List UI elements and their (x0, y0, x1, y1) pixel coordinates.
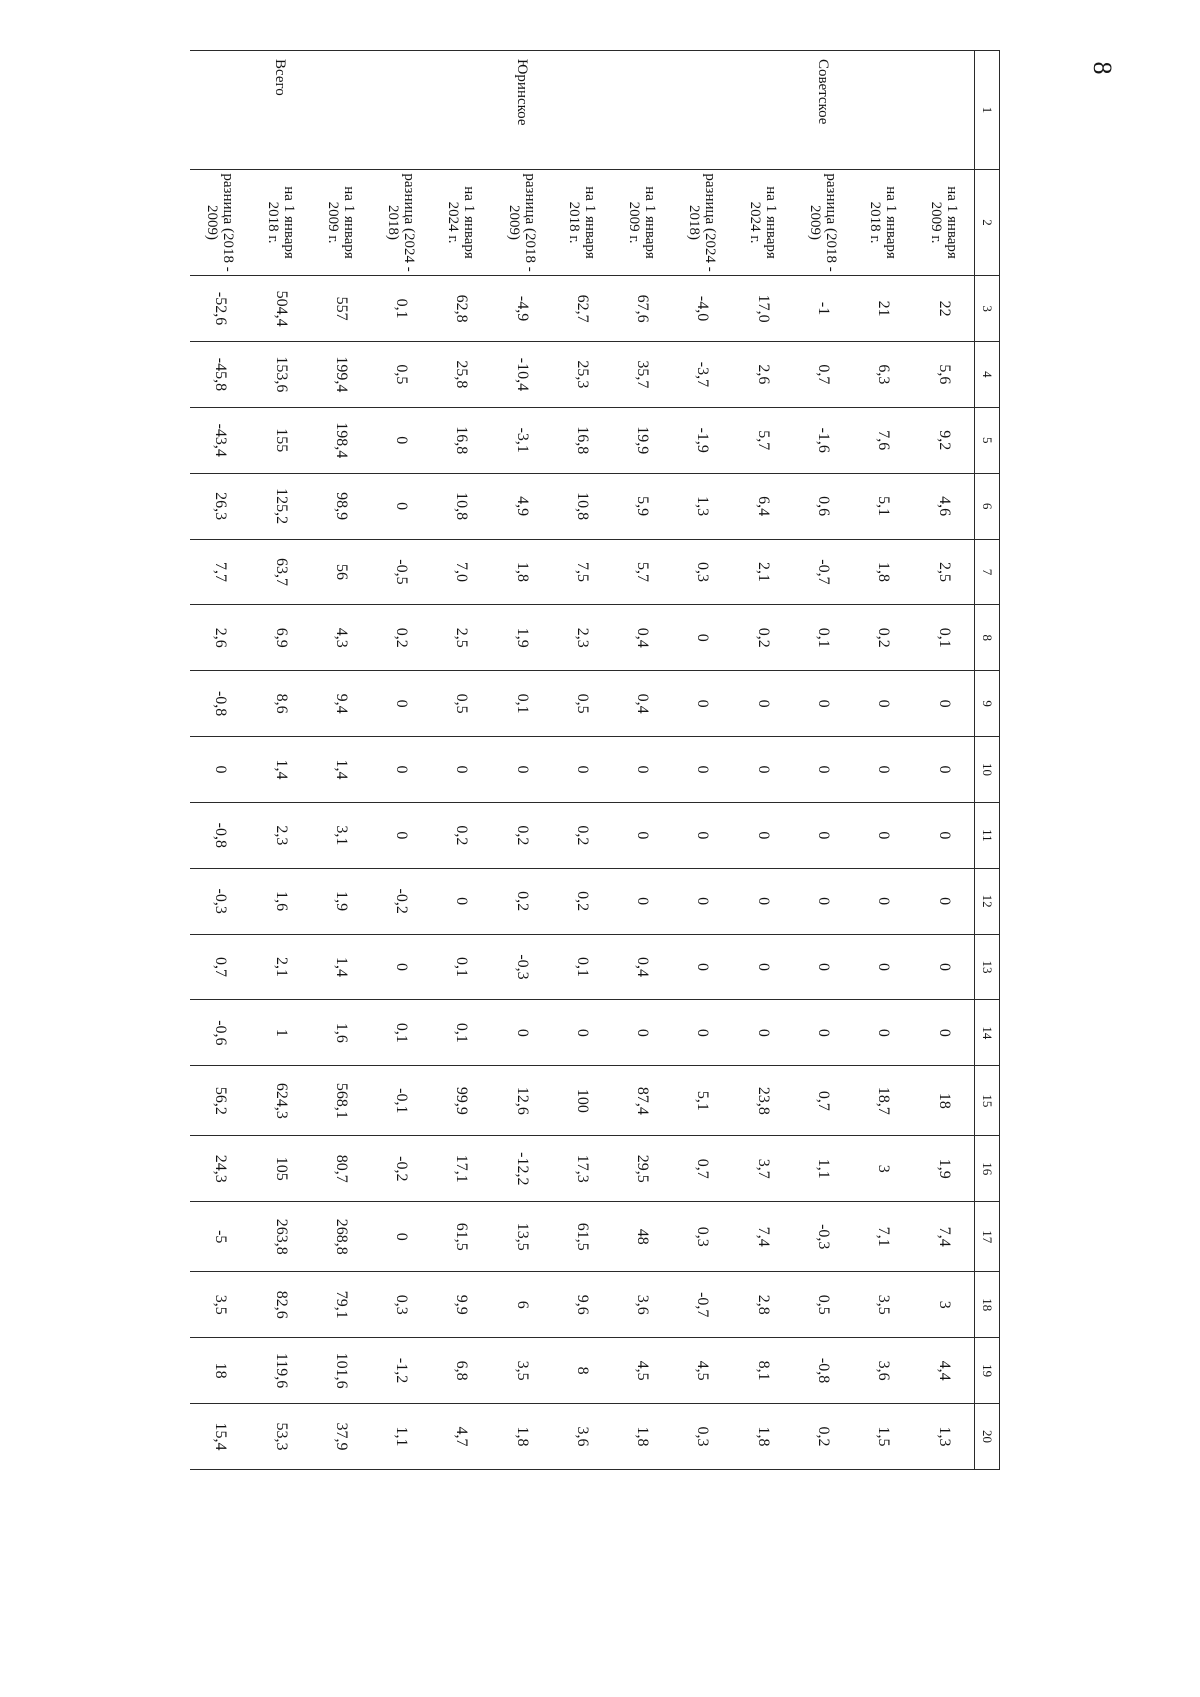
table-cell: -3,1 (491, 407, 551, 473)
table-cell: 0 (793, 1000, 853, 1066)
table-cell: -0,3 (190, 868, 250, 934)
column-number-2: 2 (975, 169, 1000, 275)
column-number-18: 18 (975, 1272, 1000, 1338)
table-cell: 1,6 (250, 868, 310, 934)
table-cell: -0,1 (371, 1066, 431, 1136)
column-number-15: 15 (975, 1066, 1000, 1136)
table-cell: 16,8 (552, 407, 612, 473)
table-cell: 18 (190, 1338, 250, 1404)
table-cell: 0,5 (552, 671, 612, 737)
table-cell: 0 (793, 671, 853, 737)
table-cell: 56 (311, 539, 371, 605)
table-cell: 1,4 (311, 934, 371, 1000)
table-cell: 0 (190, 737, 250, 803)
row-label: на 1 января 2009 г. (311, 169, 371, 275)
table-cell: -0,8 (190, 671, 250, 737)
table-cell: 2,1 (250, 934, 310, 1000)
table-cell: 0,2 (491, 802, 551, 868)
table-cell: 268,8 (311, 1202, 371, 1272)
table-cell: 153,6 (250, 342, 310, 408)
row-label: на 1 января 2018 г. (853, 169, 913, 275)
table-cell: 7,5 (552, 539, 612, 605)
table-cell: 7,0 (431, 539, 491, 605)
table-cell: 0 (612, 802, 672, 868)
table-cell: 0 (913, 868, 974, 934)
table-cell: 0,5 (431, 671, 491, 737)
table-cell: 61,5 (552, 1202, 612, 1272)
rotated-table-container (190, 50, 1000, 1470)
column-number-10: 10 (975, 737, 1000, 803)
table-cell: 0 (552, 1000, 612, 1066)
table-cell: 0 (491, 737, 551, 803)
settlement-name: Всего (190, 51, 371, 170)
table-cell: 0,1 (913, 605, 974, 671)
table-cell: -1,2 (371, 1338, 431, 1404)
table-cell: 0 (733, 868, 793, 934)
table-cell: 29,5 (612, 1136, 672, 1202)
table-cell: 0 (733, 1000, 793, 1066)
table-cell: 3 (853, 1136, 913, 1202)
table-body (190, 51, 975, 1470)
table-cell: 4,5 (612, 1338, 672, 1404)
row-label: на 1 января 2018 г. (552, 169, 612, 275)
table-cell: 21 (853, 276, 913, 342)
table-cell: 0 (853, 802, 913, 868)
table-cell: 0 (552, 737, 612, 803)
table-cell: 23,8 (733, 1066, 793, 1136)
table-cell: 3,6 (612, 1272, 672, 1338)
column-number-5: 5 (975, 407, 1000, 473)
table-cell: 0 (371, 407, 431, 473)
table-cell: 0 (672, 737, 732, 803)
table-cell: 2,6 (190, 605, 250, 671)
table-cell: 0,2 (431, 802, 491, 868)
settlement-name: Советское (672, 51, 974, 170)
table-cell: -52,6 (190, 276, 250, 342)
table-cell: 0,2 (371, 605, 431, 671)
column-number-12: 12 (975, 868, 1000, 934)
column-number-7: 7 (975, 539, 1000, 605)
table-cell: 15,4 (190, 1404, 250, 1470)
table-cell: 7,7 (190, 539, 250, 605)
table-cell: 0,7 (793, 342, 853, 408)
table-cell: 0 (733, 671, 793, 737)
table-cell: 8,1 (733, 1338, 793, 1404)
table-cell: 1,1 (793, 1136, 853, 1202)
table-cell: 56,2 (190, 1066, 250, 1136)
table-cell: 0 (672, 802, 732, 868)
table-cell: 0 (371, 1202, 431, 1272)
settlement-name: Юринское (371, 51, 672, 170)
row-label: разница (2018 - 2009) (793, 169, 853, 275)
table-cell: -10,4 (491, 342, 551, 408)
table-cell: 0 (733, 802, 793, 868)
table-cell: 557 (311, 276, 371, 342)
table-cell: 0 (913, 737, 974, 803)
table-row (552, 51, 612, 1470)
table-cell: 1,9 (311, 868, 371, 934)
table-cell: 61,5 (431, 1202, 491, 1272)
table-cell: 7,4 (733, 1202, 793, 1272)
table-cell: 1,8 (491, 1404, 551, 1470)
row-label: на 1 января 2024 г. (733, 169, 793, 275)
table-cell: -1,6 (793, 407, 853, 473)
table-cell: 0,3 (672, 539, 732, 605)
table-cell: 0 (853, 671, 913, 737)
table-row (913, 51, 974, 1470)
table-cell: 53,3 (250, 1404, 310, 1470)
table-cell: 25,3 (552, 342, 612, 408)
table-cell: 3,6 (552, 1404, 612, 1470)
column-number-16: 16 (975, 1136, 1000, 1202)
table-cell: 504,4 (250, 276, 310, 342)
table-cell: 79,1 (311, 1272, 371, 1338)
table-cell: 3,5 (491, 1338, 551, 1404)
table-cell: 0 (612, 1000, 672, 1066)
row-label: на 1 января 2018 г. (250, 169, 310, 275)
table-cell: 0 (793, 868, 853, 934)
table-cell: 0 (491, 1000, 551, 1066)
table-cell: 0,1 (431, 934, 491, 1000)
page-number: 8 (1088, 61, 1117, 75)
table-cell: 2,6 (733, 342, 793, 408)
table-cell: 5,6 (913, 342, 974, 408)
table-row (853, 51, 913, 1470)
table-cell: 105 (250, 1136, 310, 1202)
table-cell: 5,1 (672, 1066, 732, 1136)
table-cell: 0 (672, 934, 732, 1000)
table-cell: 0,6 (793, 473, 853, 539)
column-number-3: 3 (975, 276, 1000, 342)
table-cell: 0 (612, 868, 672, 934)
table-cell: 568,1 (311, 1066, 371, 1136)
table-cell: 0 (793, 737, 853, 803)
table-cell: 0,1 (431, 1000, 491, 1066)
table-cell: 67,6 (612, 276, 672, 342)
table-cell: -3,7 (672, 342, 732, 408)
table-cell: 0,2 (793, 1404, 853, 1470)
table-cell: 9,4 (311, 671, 371, 737)
table-cell: 125,2 (250, 473, 310, 539)
column-number-8: 8 (975, 605, 1000, 671)
table-cell: 2,1 (733, 539, 793, 605)
table-cell: -0,3 (793, 1202, 853, 1272)
table-cell: 0,5 (793, 1272, 853, 1338)
table-cell: 6 (491, 1272, 551, 1338)
row-label: на 1 января 2024 г. (431, 169, 491, 275)
table-cell: 0,3 (672, 1202, 732, 1272)
table-cell: 0,2 (853, 605, 913, 671)
table-cell: 3,6 (853, 1338, 913, 1404)
table-cell: 0,1 (371, 276, 431, 342)
table-cell: 4,7 (431, 1404, 491, 1470)
table-cell: 0 (672, 868, 732, 934)
row-label: на 1 января 2009 г. (612, 169, 672, 275)
table-cell: 101,6 (311, 1338, 371, 1404)
table-cell: 0,1 (491, 671, 551, 737)
table-cell: 4,3 (311, 605, 371, 671)
table-cell: 0,2 (552, 868, 612, 934)
table-cell: 9,6 (552, 1272, 612, 1338)
table-cell: 0 (913, 671, 974, 737)
table-cell: 0 (853, 737, 913, 803)
row-label: разница (2018 - 2009) (190, 169, 250, 275)
table-cell: -0,5 (371, 539, 431, 605)
table-cell: 8,6 (250, 671, 310, 737)
table-cell: 199,4 (311, 342, 371, 408)
table-cell: 13,5 (491, 1202, 551, 1272)
row-label: разница (2018 - 2009) (491, 169, 551, 275)
table-cell: 5,9 (612, 473, 672, 539)
table-cell: 1,8 (491, 539, 551, 605)
table-cell: 98,9 (311, 473, 371, 539)
column-number-9: 9 (975, 671, 1000, 737)
table-cell: -0,8 (190, 802, 250, 868)
row-label: разница (2024 - 2018) (672, 169, 732, 275)
column-number-11: 11 (975, 802, 1000, 868)
table-cell: 2,8 (733, 1272, 793, 1338)
row-label: разница (2024 - 2018) (371, 169, 431, 275)
table-cell: 62,7 (552, 276, 612, 342)
column-number-6: 6 (975, 473, 1000, 539)
table-cell: 0 (672, 605, 732, 671)
table-cell: -45,8 (190, 342, 250, 408)
table-cell: 0 (913, 934, 974, 1000)
column-number-14: 14 (975, 1000, 1000, 1066)
table-cell: 0 (853, 934, 913, 1000)
table-cell: 7,1 (853, 1202, 913, 1272)
table-cell: 8 (552, 1338, 612, 1404)
table-cell: 0,2 (491, 868, 551, 934)
table-cell: 3,1 (311, 802, 371, 868)
table-cell: 119,6 (250, 1338, 310, 1404)
table-cell: 1,9 (491, 605, 551, 671)
table-cell: 4,6 (913, 473, 974, 539)
table-cell: -0,8 (793, 1338, 853, 1404)
table-cell: 0,3 (672, 1404, 732, 1470)
table-cell: 0,7 (672, 1136, 732, 1202)
table-cell: 624,3 (250, 1066, 310, 1136)
table-cell: 1,8 (853, 539, 913, 605)
table-cell: 1,3 (672, 473, 732, 539)
table-cell: 0 (371, 737, 431, 803)
table-row (672, 51, 732, 1470)
table-cell: 5,1 (853, 473, 913, 539)
table-cell: 263,8 (250, 1202, 310, 1272)
table-cell: 0 (853, 1000, 913, 1066)
table-cell: 7,6 (853, 407, 913, 473)
table-cell: 10,8 (552, 473, 612, 539)
table-cell: 0 (913, 1000, 974, 1066)
table-cell: 37,9 (311, 1404, 371, 1470)
table-cell: 0 (733, 737, 793, 803)
table-row (733, 51, 793, 1470)
table-cell: 25,8 (431, 342, 491, 408)
table-cell: 18 (913, 1066, 974, 1136)
table-cell: 2,5 (913, 539, 974, 605)
table-cell: 0 (733, 934, 793, 1000)
table-cell: 0 (913, 802, 974, 868)
table-row (250, 51, 310, 1470)
table-cell: 0,5 (371, 342, 431, 408)
table-cell: 26,3 (190, 473, 250, 539)
table-cell: 1,4 (250, 737, 310, 803)
table-cell: 48 (612, 1202, 672, 1272)
table-cell: 0,3 (371, 1272, 431, 1338)
table-cell: 1,3 (913, 1404, 974, 1470)
table-cell: -0,7 (793, 539, 853, 605)
table-cell: -0,6 (190, 1000, 250, 1066)
column-number-19: 19 (975, 1338, 1000, 1404)
table-cell: 82,6 (250, 1272, 310, 1338)
table-cell: 16,8 (431, 407, 491, 473)
table-cell: 10,8 (431, 473, 491, 539)
table-row (311, 51, 371, 1470)
table-cell: 0,2 (552, 802, 612, 868)
column-number-17: 17 (975, 1202, 1000, 1272)
table-row (371, 51, 431, 1470)
column-number-4: 4 (975, 342, 1000, 408)
table-cell: 0 (672, 1000, 732, 1066)
table-cell: 4,4 (913, 1338, 974, 1404)
table-cell: 0 (371, 802, 431, 868)
table-cell: 6,4 (733, 473, 793, 539)
table-cell: -0,7 (672, 1272, 732, 1338)
table-cell: -43,4 (190, 407, 250, 473)
table-cell: 5,7 (612, 539, 672, 605)
table-cell: 17,1 (431, 1136, 491, 1202)
table-cell: 0,1 (371, 1000, 431, 1066)
table-cell: -0,2 (371, 868, 431, 934)
column-number-1: 1 (975, 51, 1000, 170)
table-cell: 6,9 (250, 605, 310, 671)
table-cell: 7,4 (913, 1202, 974, 1272)
column-number-13: 13 (975, 934, 1000, 1000)
table-cell: 9,9 (431, 1272, 491, 1338)
table-cell: 22 (913, 276, 974, 342)
table-cell: 63,7 (250, 539, 310, 605)
table-cell: 0 (371, 671, 431, 737)
table-cell: 1,8 (612, 1404, 672, 1470)
table-cell: 0 (853, 868, 913, 934)
table-cell: -12,2 (491, 1136, 551, 1202)
table-cell: 0,7 (190, 934, 250, 1000)
table-cell: -5 (190, 1202, 250, 1272)
table-cell: 1,1 (371, 1404, 431, 1470)
table-cell: 0 (793, 802, 853, 868)
table-row (491, 51, 551, 1470)
table-cell: -4,0 (672, 276, 732, 342)
table-cell: 0 (371, 934, 431, 1000)
table-cell: 19,9 (612, 407, 672, 473)
table-cell: 6,8 (431, 1338, 491, 1404)
table-cell: 3,7 (733, 1136, 793, 1202)
table-cell: 0 (371, 473, 431, 539)
table-cell: 17,0 (733, 276, 793, 342)
table-cell: 35,7 (612, 342, 672, 408)
table-cell: 1,6 (311, 1000, 371, 1066)
table-cell: 1 (250, 1000, 310, 1066)
table-cell: 0 (612, 737, 672, 803)
table-cell: 3,5 (190, 1272, 250, 1338)
table-cell: 2,5 (431, 605, 491, 671)
table-cell: 1,5 (853, 1404, 913, 1470)
table-cell: -1,9 (672, 407, 732, 473)
table-cell: -1 (793, 276, 853, 342)
table-cell: -0,3 (491, 934, 551, 1000)
table-cell: 1,9 (913, 1136, 974, 1202)
table-row (190, 51, 250, 1470)
table-row (431, 51, 491, 1470)
column-number-20: 20 (975, 1404, 1000, 1470)
row-label: на 1 января 2009 г. (913, 169, 974, 275)
table-cell: 0,2 (733, 605, 793, 671)
table-cell: 155 (250, 407, 310, 473)
table-cell: 18,7 (853, 1066, 913, 1136)
table-cell: 62,8 (431, 276, 491, 342)
table-cell: 0 (793, 934, 853, 1000)
table-cell: 3 (913, 1272, 974, 1338)
table-cell: 4,9 (491, 473, 551, 539)
table-cell: 3,5 (853, 1272, 913, 1338)
table-cell: 0 (431, 868, 491, 934)
table-cell: 198,4 (311, 407, 371, 473)
table-cell: 0,4 (612, 934, 672, 1000)
table-cell: 2,3 (250, 802, 310, 868)
table-cell: 1,4 (311, 737, 371, 803)
table-cell: 99,9 (431, 1066, 491, 1136)
table-cell: 0 (431, 737, 491, 803)
table-cell: 6,3 (853, 342, 913, 408)
table-cell: 0,4 (612, 605, 672, 671)
table-row (612, 51, 672, 1470)
table-cell: 12,6 (491, 1066, 551, 1136)
table-cell: 0 (672, 671, 732, 737)
table-cell: 0,7 (793, 1066, 853, 1136)
table-cell: -0,2 (371, 1136, 431, 1202)
table-cell: 17,3 (552, 1136, 612, 1202)
table-cell: 24,3 (190, 1136, 250, 1202)
table-cell: 87,4 (612, 1066, 672, 1136)
column-number-row (975, 51, 1000, 1470)
table-cell: 80,7 (311, 1136, 371, 1202)
table-cell: 2,3 (552, 605, 612, 671)
table-cell: 5,7 (733, 407, 793, 473)
table-cell: 0,1 (552, 934, 612, 1000)
table-cell: 4,5 (672, 1338, 732, 1404)
table-cell: 9,2 (913, 407, 974, 473)
table-cell: -4,9 (491, 276, 551, 342)
table-cell: 1,8 (733, 1404, 793, 1470)
table-cell: 0,4 (612, 671, 672, 737)
data-table (190, 50, 1000, 1470)
table-row (793, 51, 853, 1470)
table-cell: 0,1 (793, 605, 853, 671)
table-cell: 100 (552, 1066, 612, 1136)
